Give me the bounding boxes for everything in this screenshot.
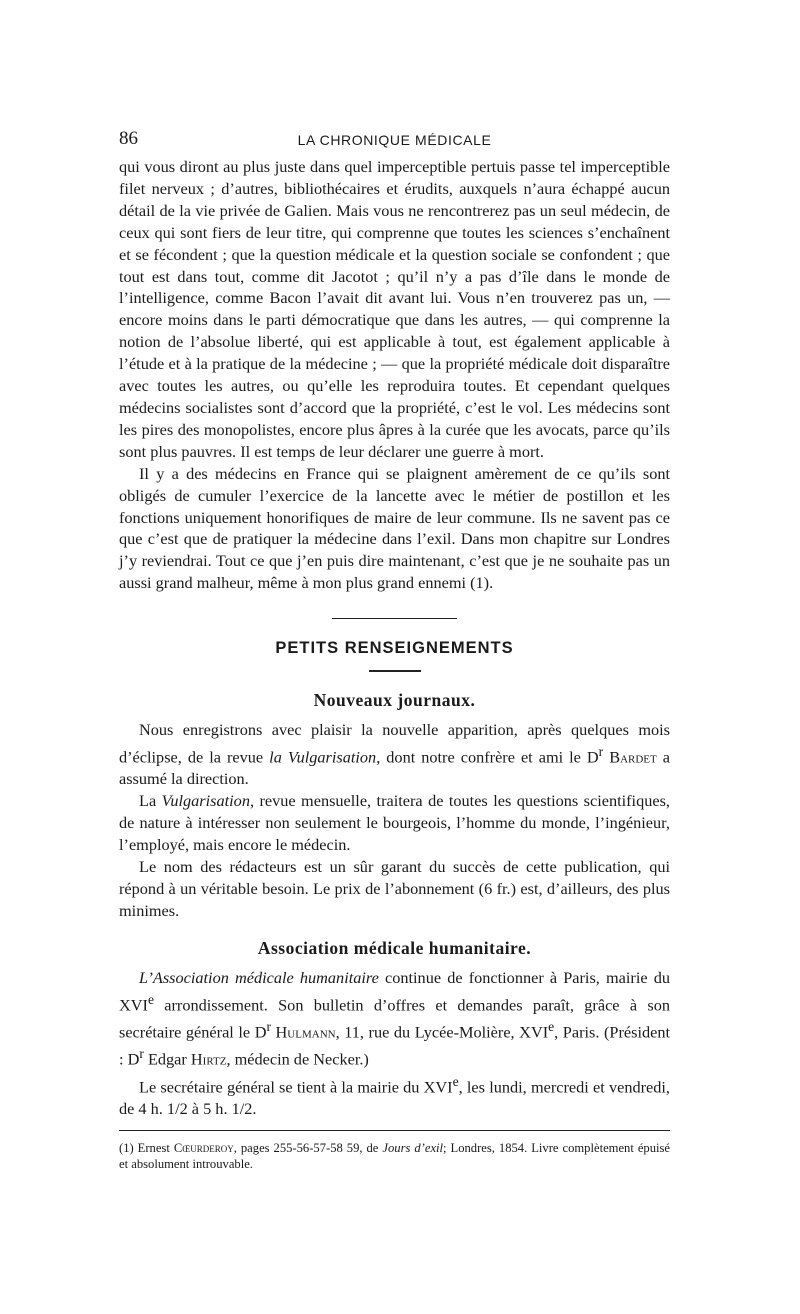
paragraph-association-bulletin: L’Association médicale humanitaire continue de fonctionner à Paris, mairie du XVIe arrondissement. Son bulletin d’offres et demandes paraît, grâce à son secrétaire général le $D^r$ Hulmann, 11, rue du Lycée-Molière, XVIe, Paris. (Président : $D^r$ Edgar Hirtz, médecin de Necker.)	[119, 967, 670, 1069]
footnote-rule	[119, 1130, 670, 1131]
journal-title: la Vulgarisation	[269, 747, 377, 767]
page-number: 86	[119, 128, 138, 149]
person-name: Hirtz	[190, 1049, 227, 1069]
person-name: Bardet	[609, 747, 657, 767]
journal-title: Vulgarisation	[161, 791, 250, 811]
paragraph-association-hours: Le secrétaire général se tient à la mairie du XVIe, les lundi, mercredi et vendredi, de 4 h. 1/2 à 5 h. 1/2.	[119, 1073, 670, 1118]
document-page	[119, 128, 670, 1172]
page-header	[119, 128, 670, 156]
person-name: Hulmann	[275, 1022, 336, 1042]
footnote: (1) Ernest Cœurderoy, pages 255-56-57-58 59, de Jours d’exil; Londres, 1854. Livre complètement épuisé et absolument introuvable.	[119, 1140, 670, 1171]
author-name: Cœurderoy	[173, 1140, 234, 1155]
paragraph-exile: Il y a des médecins en France qui se plaignent amèrement de ce qu’ils sont obligés de cumuler l’exercice de la lancette avec le métier de postillon et les fonctions uniquement honorifiques de maire de leur commune. Ils ne savent pas ce que c’est que de pratiquer la médecine dans l’exil. Dans mon chapitre sur Londres j’y reviendrai. Tout ce que j’en puis dire maintenant, c’est que je ne souhaite pas un aussi grand malheur, même à mon plus grand ennemi (1).	[119, 463, 670, 593]
section-title: PETITS RENSEIGNEMENTS	[275, 639, 514, 658]
subsection-title-nouveaux-journaux: Nouveaux journaux.	[313, 690, 476, 711]
separator-rule	[332, 618, 457, 619]
paragraph-vulgarisation-content: La Vulgarisation, revue mensuelle, traitera de toutes les questions scientifiques, de nature à intéresser non seulement le bourgeois, l’homme du monde, l’ingénieur, l’employé, mais encore le médecin.	[119, 791, 670, 855]
book-title: Jours d’exil	[382, 1140, 444, 1155]
section-title-underline	[369, 670, 421, 672]
paragraph-vulgarisation-editors: Le nom des rédacteurs est un sûr garant du succès de cette publication, qui répond à un véritable besoin. Le prix de l’abonnement (6 fr.) est, d’ailleurs, des plus minimes.	[119, 856, 670, 920]
paragraph-continuation: qui vous diront au plus juste dans quel imperceptible pertuis passe tel imperceptible filet nerveux ; d’autres, bibliothécaires et érudits, auxquels n’aura échappé aucun détail de la vie privée de Galien. Mais vous ne rencontrerez pas un seul médecin, de ceux qui sont fiers de leur titre, qui comprenne que toutes les sciences s’enchaînent et se fécondent ; que la question médicale et la question sociale se confondent ; que tout est dans tout, comme dit Jacotot ; qu’il n’y a pas d’île dans le monde de l’intelligence, comme Bacon l’avait dit avant lui. Vous n’en trouverez pas un, — encore moins dans le parti démocratique que dans les autres, — qui comprenne la notion de l’absolue liberté, qui est applicable à tout, est également applicable à l’étude et à la pratique de la médecine ; — que la propriété médicale doit disparaître avec toutes les autres, ou qu’elle les reproduira toutes. Et cependant quelques médecins socialistes sont d’accord que la propriété, c’est le vol. Les médecins sont les pires des monopolistes, encore plus âpres à la curée que les avocats, parce qu’ils sont plus pauvres. Il est temps de leur déclarer une guerre à mort.	[119, 157, 670, 461]
paragraph-vulgarisation-return: Nous enregistrons avec plaisir la nouvelle apparition, après quelques mois d’éclipse, de la revue la Vulgarisation, dont notre confrère et ami le $D^r$ Bardet a assumé la direction.	[119, 720, 670, 789]
subsection-title-association: Association médicale humanitaire.	[257, 937, 532, 958]
association-name: L’Association médicale humanitaire	[139, 967, 379, 987]
running-title: LA CHRONIQUE MÉDICALE	[297, 132, 492, 148]
